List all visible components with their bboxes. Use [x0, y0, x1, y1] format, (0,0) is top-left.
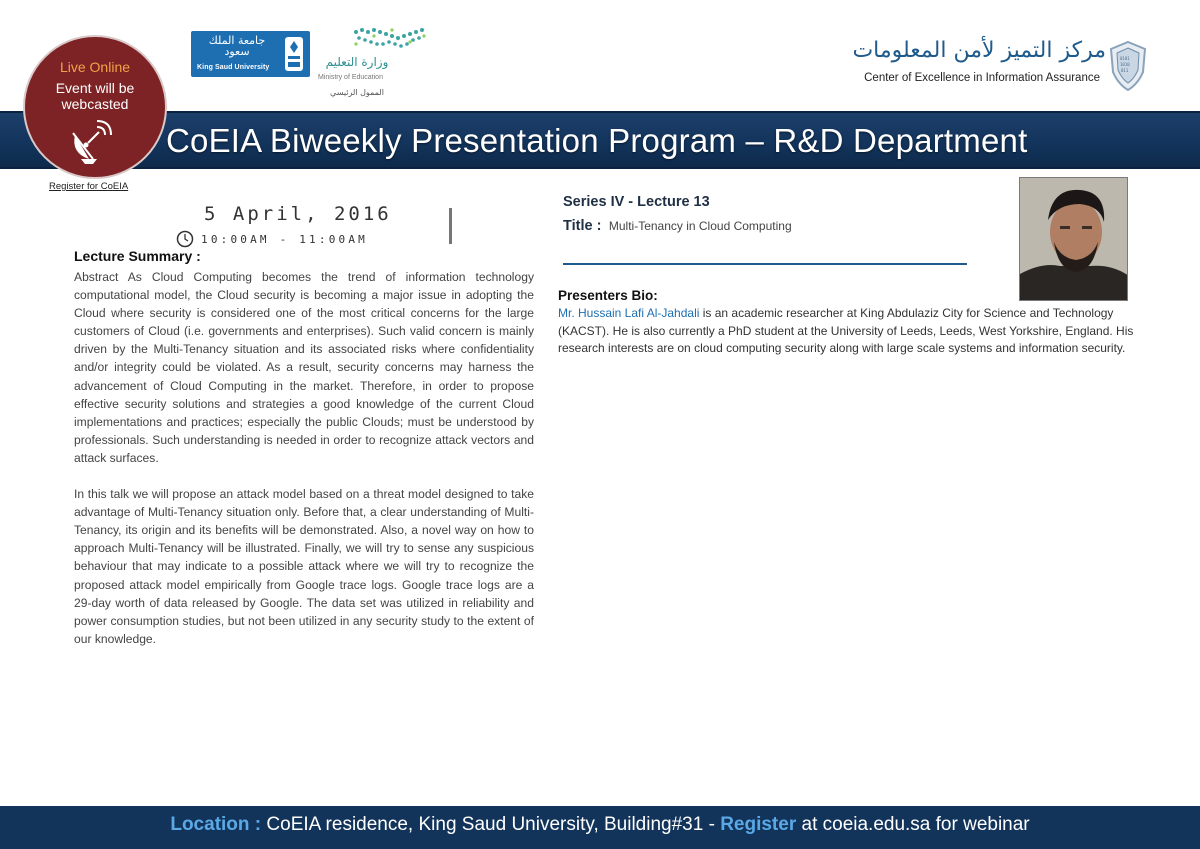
title-divider [563, 263, 967, 265]
presenter-bio [558, 305, 1158, 358]
svg-text:0101: 0101 [1120, 56, 1130, 61]
presenter-portrait-icon [1020, 178, 1128, 301]
clock-icon [176, 230, 194, 248]
location-label: Location : [170, 814, 262, 835]
event-date: 5 April, 2016 [204, 203, 392, 225]
lecture-title: Multi-Tenancy in Cloud Computing [608, 219, 792, 233]
moe-english-name: Ministry of Education [318, 74, 383, 81]
live-online-title: Live Online [59, 59, 131, 75]
title-banner [0, 111, 1200, 169]
presenter-photo [1019, 177, 1128, 301]
footer-text [0, 814, 1200, 836]
register-for-coeia-link[interactable]: Register for CoEIA [49, 181, 129, 192]
live-online-badge [23, 35, 167, 179]
ksu-logo [191, 31, 310, 77]
presenter-bio-text: is an academic researcher at King Abdulaziz City for Science and Technology (KACST). He is also currently a PhD student at the University of Leeds, Leeds, West Yorkshire, England. His research interests are on cloud computing security along with large scale systems and information security. [558, 306, 1134, 355]
coeia-english-name: Center of Excellence in Information Assurance [864, 72, 1100, 84]
footer-bar [0, 806, 1200, 849]
coeia-arabic-name: مركز التميز لأمن المعلومات [852, 38, 1106, 63]
svg-text:1010: 1010 [1120, 62, 1130, 67]
summary-paragraph-1: Abstract As Cloud Computing becomes the trend of information technology computational model, the Cloud security is becoming a major issue in adopting the Cloud where security is considered one of the most critical concerns for the large customers of Cloud (i.e. governments and enterprises). Such valid concern is mainly driven by the Multi-Tenancy situation and its associated risks where confidentiality and/or integrity could be violated. As a result, security concerns may harness the advancement of Cloud Computing in the market. Therefore, in order to propose effective security solutions and strategies a good knowledge of the current Cloud implementations and practices; especially the public Clouds; must be understood by professionals. Such understanding is needed in order to recognize attack vectors and attack surfaces. [74, 270, 534, 465]
moe-dots-icon [352, 26, 428, 52]
svg-text:011: 011 [1121, 68, 1129, 73]
banner-title: CoEIA Biweekly Presentation Program – R&D Department [166, 122, 1028, 159]
ksu-english-name: King Saud University [197, 64, 270, 71]
ksu-crest-icon [283, 35, 305, 73]
satellite-dish-icon [67, 119, 117, 165]
location-value: CoEIA residence, King Saud University, Building#31 - [261, 814, 721, 835]
ksu-arabic-name: جامعة الملك سعود [208, 34, 266, 58]
moe-sponsor-label: الممول الرئيسي [330, 88, 384, 97]
moe-logo [316, 26, 428, 106]
coeia-shield-icon [1108, 40, 1148, 92]
coeia-logo [848, 38, 1158, 100]
lecture-summary [74, 268, 534, 666]
date-divider [449, 208, 452, 244]
presenters-bio-heading: Presenters Bio: [558, 288, 658, 303]
presenter-name: Mr. Hussain Lafi Al-Jahdali [558, 306, 700, 320]
lecture-title-label: Title : [563, 218, 602, 234]
series-lecture-number: Series IV - Lecture 13 [563, 194, 710, 210]
moe-arabic-name: وزارة التعليم [325, 55, 389, 69]
webcast-line-2: webcasted [61, 96, 129, 112]
lecture-summary-heading: Lecture Summary : [74, 248, 201, 264]
lecture-title-row [563, 217, 792, 235]
summary-paragraph-2: In this talk we will propose an attack model based on a threat model designed to take advantage of Multi-Tenancy situation only. Before that, a clear understanding of Multi-Tenancy, its origin and its benefits will be demonstrated. Also, a novel way on how to approach Multi-Tenancy will be illustrated. Finally, we will try to sense any suspicious behaviour that may indicate to a possible attack where we will try to recognize the proposed attack model empirically from Google trace logs. Google trace logs are a 29-day worth of data released by Google. The data set was utilized in reliability and power consumption studies, but not been utilized in any security study to the extent of our knowledge. [74, 487, 534, 646]
event-time: 10:00AM - 11:00AM [201, 233, 368, 246]
register-text: at coeia.edu.sa for webinar [796, 814, 1030, 835]
register-label: Register [720, 814, 797, 835]
webcast-line-1: Event will be [55, 80, 135, 96]
